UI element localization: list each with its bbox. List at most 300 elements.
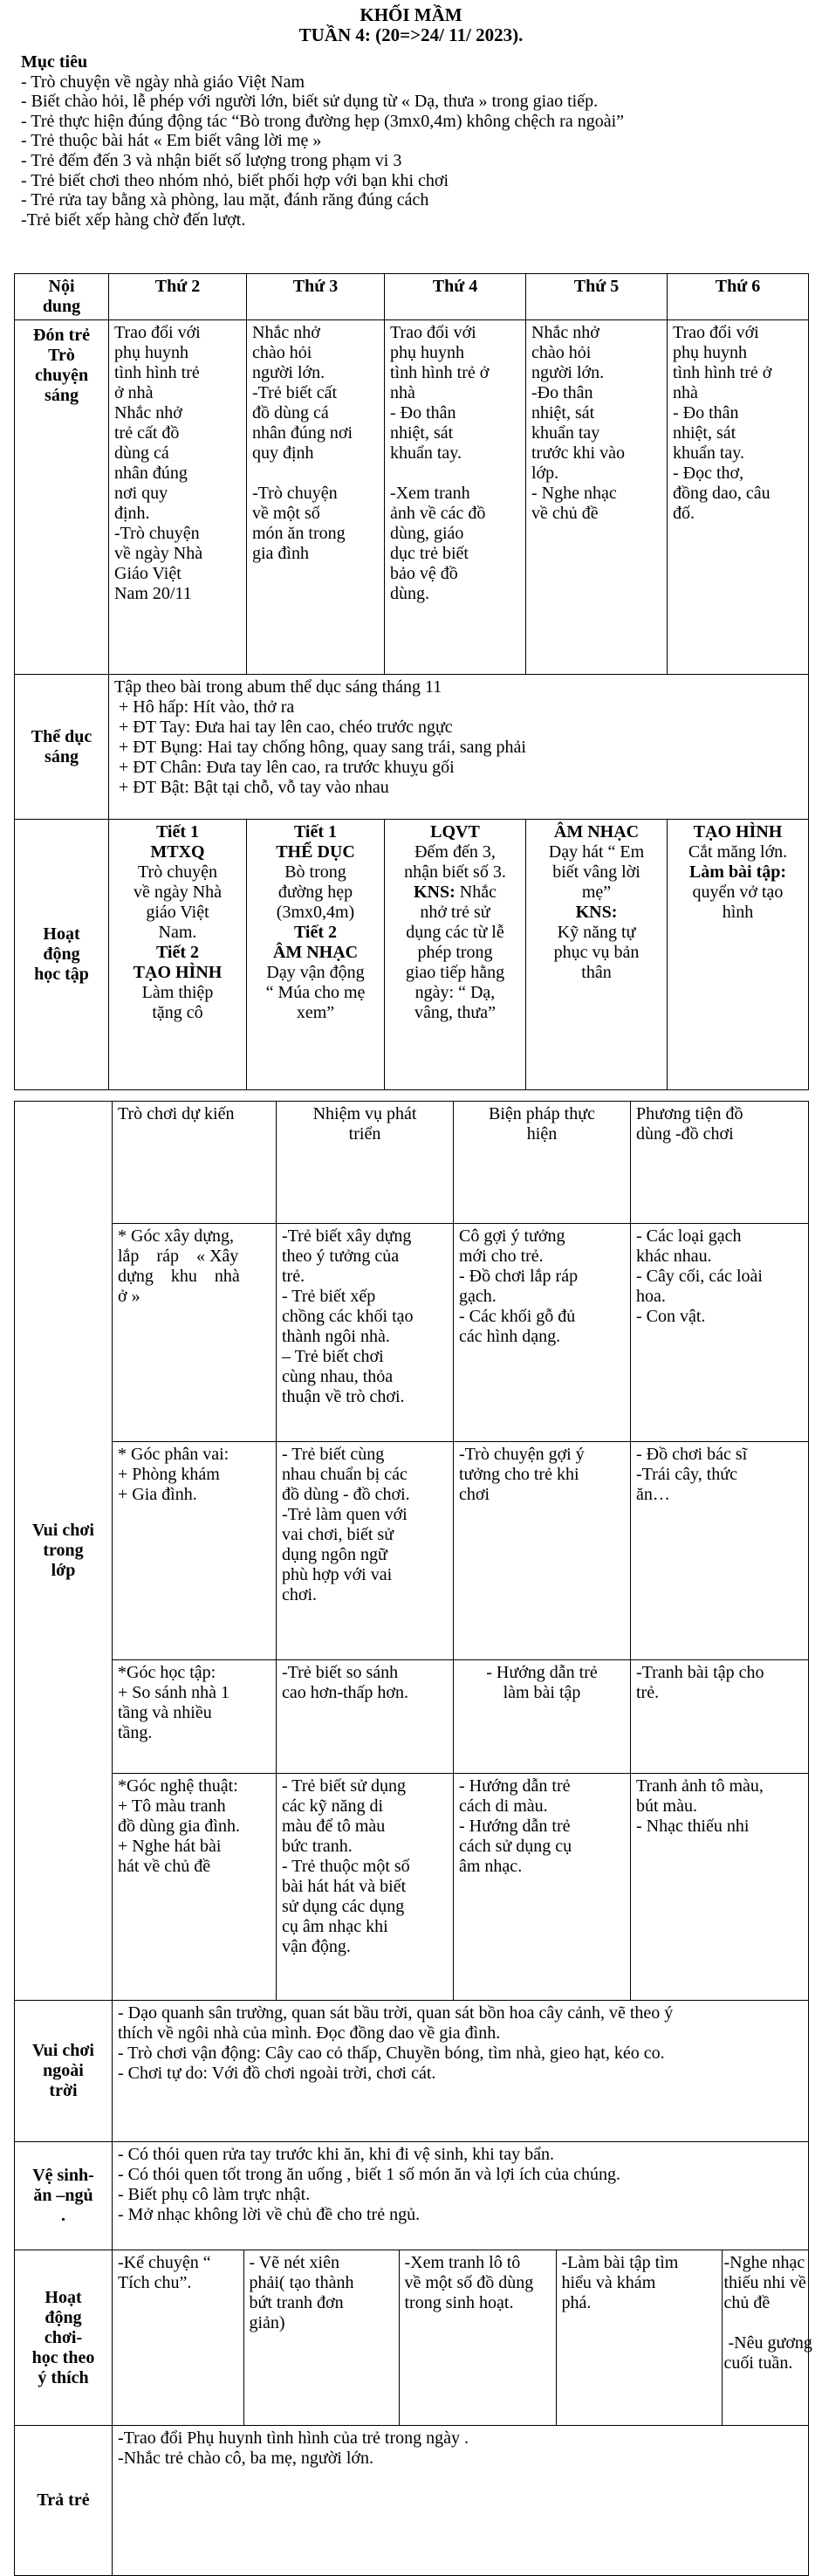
text-line: bảo vệ đồ <box>390 564 458 583</box>
text-line: * Góc phân vai: <box>118 1445 229 1464</box>
text-line: sáng <box>45 746 79 766</box>
indoor-row <box>15 1660 809 1774</box>
morning-exercise-row <box>15 675 809 820</box>
text-line: - Biết phụ cô làm trực nhật. <box>118 2185 311 2204</box>
text-line: Trò chơi dự kiến <box>118 1104 235 1123</box>
hygiene-row <box>15 2142 809 2250</box>
text-line: -Nhắc trẻ chào cô, ba mẹ, người lớn. <box>118 2449 373 2468</box>
text-line: bút màu. <box>636 1796 697 1816</box>
text-line: -Tranh bài tập cho <box>636 1663 764 1682</box>
hygiene-content <box>113 2142 809 2250</box>
content-header: Nội dung <box>15 274 109 320</box>
text-line: các hình dạng. <box>459 1327 561 1346</box>
return-label <box>15 2426 113 2576</box>
text-line: sáng <box>45 386 79 405</box>
indoor-method <box>454 1660 631 1774</box>
text-line: - Trẻ biết sử dụng <box>282 1776 406 1796</box>
hobby-row <box>15 2250 809 2426</box>
hobby-tuesday <box>243 2250 399 2425</box>
text-line: ngoài <box>43 2061 84 2080</box>
text-line: Thể dục <box>31 726 92 746</box>
text-line: - Đọc thơ, <box>673 464 744 483</box>
text-line: giáo Việt <box>146 903 209 922</box>
text-line: -Trò chuyện <box>114 524 200 543</box>
text-line: xem” <box>296 1003 335 1022</box>
day-friday: Thứ 6 <box>668 274 809 320</box>
text-line: Phương tiện đồ <box>636 1104 743 1123</box>
text-line: + ĐT Tay: Đưa hai tay lên cao, chéo trước ngực <box>114 718 453 737</box>
text-line: học theo <box>31 2347 95 2367</box>
text-line: TẠO HÌNH <box>133 963 223 982</box>
morning-exercise-content <box>109 675 809 820</box>
text-line: MTXQ <box>150 842 205 862</box>
text-line: - Hướng dẫn trẻ <box>486 1663 598 1682</box>
text-line: định. <box>114 504 150 523</box>
indoor-tools <box>631 1224 809 1442</box>
text-line: -Làm bài tập tìm <box>561 2253 679 2272</box>
hobby-thursday <box>556 2250 722 2425</box>
text-line: Dạy vận động <box>266 963 365 982</box>
text-line: hình <box>722 903 754 922</box>
text-line: theo ý tưởng của <box>282 1247 400 1266</box>
text-line: tặng cô <box>152 1003 203 1022</box>
text-line: + Nghe hát bài <box>118 1837 222 1856</box>
text-line: Vui chơi <box>32 2041 94 2060</box>
text-line: - Đồ chơi lắp ráp <box>459 1267 579 1286</box>
text-line: phụ huynh <box>114 343 188 362</box>
text-line: chào hỏi <box>252 343 312 362</box>
text-line: chồng các khối tạo <box>282 1307 414 1326</box>
text-line: Trả trẻ <box>37 2490 90 2510</box>
objective-item: - Trẻ thuộc bài hát « Em biết vâng lời mẹ » <box>21 131 322 151</box>
text-line: KNS: <box>575 903 618 922</box>
outdoor-play-content <box>113 2001 809 2142</box>
text-line: Vệ sinh- <box>32 2166 94 2185</box>
text-line: gia đình <box>252 544 309 563</box>
outdoor-row <box>15 2001 809 2142</box>
text-line: - Đồ chơi bác sĩ <box>636 1445 748 1464</box>
welcome-tuesday <box>247 320 385 675</box>
text-line: KNS: Nhắc <box>414 883 497 902</box>
text-line: về ngày Nhà <box>133 883 223 902</box>
indoor-game <box>113 1774 277 2001</box>
text-line: đường hẹp <box>277 883 353 902</box>
text-line: - Hướng dẫn trẻ <box>459 1776 571 1796</box>
objective-item: - Trẻ đếm đến 3 và nhận biết số lượng trong phạm vi 3 <box>21 150 402 170</box>
indoor-method <box>454 1774 631 2001</box>
text-line: -Nghe nhạc <box>723 2253 805 2272</box>
text-line: trước khi vào <box>531 443 625 463</box>
indoor-header-game <box>113 1102 277 1224</box>
text-line: dùng, giáo <box>390 524 464 543</box>
text-line: trẻ cất đồ <box>114 423 180 443</box>
outdoor-play-label <box>15 2001 113 2142</box>
text-line: -Trẻ biết cất <box>252 383 338 402</box>
text-line: -Xem tranh lô tô <box>404 2253 521 2272</box>
return-content <box>113 2426 809 2576</box>
welcome-monday <box>109 320 247 675</box>
indoor-header-task <box>277 1102 454 1224</box>
text-line: học tập <box>34 965 89 984</box>
text-line: cách di màu. <box>459 1796 548 1816</box>
text-line: *Góc học tập: <box>118 1663 216 1682</box>
text-line: Trao đổi với <box>390 323 476 342</box>
text-line: dùng cá <box>114 443 169 463</box>
indoor-task <box>277 1774 454 2001</box>
text-line: tình hình trẻ ở <box>673 363 772 382</box>
text-line: tưởng cho trẻ khi <box>459 1465 579 1484</box>
hobby-friday <box>722 2250 812 2425</box>
text-line: ở » <box>118 1287 140 1306</box>
text-line: -Trò chuyện <box>252 484 338 503</box>
text-line: Kỹ năng tự <box>557 923 636 942</box>
objective-item: - Trẻ rửa tay bằng xà phòng, lau mặt, đánh răng đúng cách <box>21 190 429 210</box>
text-line: quyển vở tạo <box>692 883 784 902</box>
learning-monday <box>109 820 247 1090</box>
text-line: hát về chủ đề <box>118 1857 211 1876</box>
text-line: triển <box>348 1124 381 1144</box>
indoor-task <box>277 1442 454 1660</box>
learning-label <box>15 820 109 1090</box>
text-line: - Vẽ nét xiên <box>249 2253 339 2272</box>
text-line: (3mx0,4m) <box>276 903 355 922</box>
text-line: trời <box>49 2081 78 2100</box>
welcome-wednesday <box>385 320 526 675</box>
objective-item: - Trẻ thực hiện đúng động tác “Bò trong đường hẹp (3mx0,4m) không chệch ra ngoài” <box>21 111 625 131</box>
indoor-tools <box>631 1774 809 2001</box>
welcome-friday <box>668 320 809 675</box>
text-line: ảnh về các đồ <box>390 504 486 523</box>
text-line: nhà <box>673 383 698 402</box>
text-line: khác nhau. <box>636 1247 712 1266</box>
text-line: động <box>45 2307 82 2327</box>
text-line: mẹ” <box>581 883 612 902</box>
hobby-label <box>15 2250 113 2426</box>
text-line: Hoạt <box>43 924 80 944</box>
hobby-subtable <box>113 2250 812 2425</box>
indoor-task <box>277 1660 454 1774</box>
text-line: thân <box>581 963 612 982</box>
text-line: - Nghe nhạc <box>531 484 617 503</box>
text-line: - Trẻ biết xếp <box>282 1287 376 1306</box>
day-tuesday: Thứ 3 <box>247 274 385 320</box>
text-line: cách sử dụng cụ <box>459 1837 572 1856</box>
text-line: * Góc xây dựng, <box>118 1226 235 1246</box>
morning-exercise-label <box>15 675 109 820</box>
indoor-play-label <box>15 1102 113 2001</box>
objectives-title: Mục tiêu <box>21 52 88 72</box>
text-line: hoa. <box>636 1287 666 1306</box>
text-line: - Chơi tự do: Với đồ chơi ngoài trời, chơi cát. <box>118 2064 436 2083</box>
text-line: – Trẻ biết chơi <box>282 1347 384 1366</box>
indoor-task <box>277 1224 454 1442</box>
indoor-game <box>113 1224 277 1442</box>
text-line: ý thích <box>38 2367 89 2387</box>
welcome-label <box>15 320 109 675</box>
indoor-row <box>15 1224 809 1442</box>
text-line: + ĐT Bật: Bật tại chỗ, vỗ tay vào nhau <box>114 778 389 797</box>
hobby-wednesday <box>399 2250 556 2425</box>
text-line: nhiệt, sát <box>673 423 736 443</box>
text-line: - Mở nhạc không lời về chủ đề cho trẻ ngủ. <box>118 2205 421 2224</box>
text-line: thành ngôi nhà. <box>282 1327 390 1346</box>
text-line: *Góc nghệ thuật: <box>118 1776 238 1796</box>
text-line: Làm bài tập: <box>688 862 787 882</box>
text-line: đố. <box>673 504 695 523</box>
indoor-row <box>15 1774 809 2001</box>
text-line: Nhiệm vụ phát <box>312 1104 417 1123</box>
text-line: động <box>43 945 80 964</box>
text-line: Tích chu”. <box>118 2273 192 2292</box>
text-line: Hoạt <box>45 2287 82 2307</box>
text-line: - Đo thân <box>673 403 739 422</box>
text-line: Bò trong <box>284 862 346 882</box>
text-line: Trao đổi với <box>114 323 201 342</box>
text-line: người lớn. <box>531 363 605 382</box>
text-line: + ĐT Bụng: Hai tay chống hông, quay sang trái, sang phải <box>114 738 526 757</box>
text-line: Nhắc nhở <box>531 323 599 342</box>
text-line: Trao đổi với <box>673 323 759 342</box>
text-line: Biện pháp thực <box>489 1104 595 1123</box>
text-line: lắp ráp « Xây <box>118 1247 239 1266</box>
text-line: thiếu nhi về <box>723 2273 806 2292</box>
activities-table <box>14 1101 812 2576</box>
return-row <box>15 2426 809 2576</box>
hobby-content <box>113 2250 812 2426</box>
text-line: nhở trẻ sử <box>420 903 490 922</box>
text-line: cụ âm nhạc khi <box>282 1917 388 1936</box>
indoor-header-method <box>454 1102 631 1224</box>
text-line: đồ dùng gia đình. <box>118 1817 240 1836</box>
text-line: -Trao đổi Phụ huynh tình hình của trẻ trong ngày . <box>118 2428 469 2448</box>
text-line: - Các loại gạch <box>636 1226 742 1246</box>
text-line: đồ dùng cá <box>252 403 329 422</box>
text-line: đồ dùng - đồ chơi. <box>282 1485 410 1504</box>
text-line: phép trong <box>417 943 493 962</box>
text-line: chơi. <box>282 1585 318 1604</box>
indoor-tools <box>631 1660 809 1774</box>
text-line: - Con vật. <box>636 1307 706 1326</box>
text-line: biết vâng lời <box>552 862 640 882</box>
welcome-row <box>15 320 809 675</box>
learning-friday <box>668 820 809 1090</box>
text-line: màu để tô màu <box>282 1817 386 1836</box>
text-line: trẻ. <box>636 1683 660 1702</box>
text-line: + Hô hấp: Hít vào, thở ra <box>114 697 295 717</box>
text-line: THỂ DỤC <box>276 842 355 862</box>
text-line: - Các khối gỗ đủ <box>459 1307 576 1326</box>
text-line: bức tranh. <box>282 1837 353 1856</box>
indoor-game <box>113 1442 277 1660</box>
text-line: người lớn. <box>252 363 325 382</box>
text-line: chơi <box>459 1485 490 1504</box>
text-line: -Trò chuyện gợi ý <box>459 1445 585 1464</box>
text-line: nhận biết số 3. <box>404 862 506 882</box>
text-line: - Dạo quanh sân trường, quan sát bầu trời, quan sát bồn hoa cây cảnh, vẽ theo ý <box>118 2003 674 2023</box>
text-line <box>252 464 379 484</box>
objective-item: - Trẻ biết chơi theo nhóm nhỏ, biết phối hợp với bạn khi chơi <box>21 170 449 190</box>
text-line: cuối tuần. <box>723 2353 793 2373</box>
text-line: nhau chuẩn bị các <box>282 1465 408 1484</box>
text-line: - Trẻ biết cùng <box>282 1445 385 1464</box>
text-line: thích về ngôi nhà của mình. Đọc đồng dao về gia đình. <box>118 2023 501 2043</box>
text-line: TẠO HÌNH <box>693 822 783 841</box>
text-line: ăn… <box>636 1485 670 1504</box>
text-line: gạch. <box>459 1287 497 1306</box>
text-line: - Trẻ thuộc một số <box>282 1857 410 1876</box>
text-line: phải( tạo thành <box>249 2273 354 2292</box>
learning-tuesday <box>247 820 385 1090</box>
text-line: tình hình trẻ <box>114 363 200 382</box>
text-line: về một số <box>252 504 320 523</box>
learning-wednesday <box>385 820 526 1090</box>
text-line: Tập theo bài trong abum thể dục sáng tháng 11 <box>114 677 442 697</box>
text-line <box>390 464 520 484</box>
day-thursday: Thứ 5 <box>526 274 668 320</box>
objective-item: -Trẻ biết xếp hàng chờ đến lượt. <box>21 210 246 230</box>
text-line: - Hướng dẫn trẻ <box>459 1817 571 1836</box>
text-line: về ngày Nhà <box>114 544 203 563</box>
text-line: dùng -đồ chơi <box>636 1124 734 1144</box>
text-line: Vui chơi <box>32 1521 94 1540</box>
text-line: Trò chuyện <box>138 862 217 882</box>
text-line: các kỹ năng di <box>282 1796 384 1816</box>
objectives-section <box>21 52 822 230</box>
text-line: nhiệt, sát <box>390 423 454 443</box>
text-line: Tiết 1 <box>155 822 200 841</box>
hobby-monday <box>113 2250 243 2425</box>
text-line: vận động. <box>282 1937 351 1956</box>
text-line: ÂM NHẠC <box>272 943 359 962</box>
text-line: thuận về trò chơi. <box>282 1387 405 1406</box>
text-line: chào hỏi <box>531 343 592 362</box>
text-line: Cắt măng lớn. <box>688 842 788 862</box>
text-line: dùng. <box>390 584 429 603</box>
text-line: -Nêu gương <box>723 2333 812 2353</box>
text-line: phụ huynh <box>673 343 747 362</box>
text-line: + So sánh nhà 1 <box>118 1683 229 1702</box>
text-line: nhân đúng nơi <box>252 423 353 443</box>
text-line: làm bài tập <box>503 1683 581 1702</box>
text-line: - Có thói quen rửa tay trước khi ăn, khi đi vệ sinh, khi tay bẩn. <box>118 2145 554 2164</box>
hygiene-label <box>15 2142 113 2250</box>
text-line: cao hơn-thấp hơn. <box>282 1683 408 1702</box>
text-line: âm nhạc. <box>459 1857 523 1876</box>
text-line: trong sinh hoạt. <box>404 2293 514 2312</box>
text-line: chủ đề <box>723 2293 771 2312</box>
text-line: ÂM NHẠC <box>553 822 640 841</box>
text-line: phù hợp với vai <box>282 1565 393 1584</box>
text-line: tầng. <box>118 1723 153 1742</box>
text-line: nhà <box>390 383 415 402</box>
text-line: + Gia đình. <box>118 1485 197 1504</box>
text-line: hiểu và khám <box>561 2273 656 2292</box>
indoor-header-row <box>15 1102 809 1224</box>
text-line: ở nhà <box>114 383 154 402</box>
text-line: nhiệt, sát <box>531 403 595 422</box>
welcome-thursday <box>526 320 668 675</box>
text-line: chơi- <box>44 2327 83 2347</box>
text-line: về chủ đề <box>531 504 599 523</box>
document-header <box>0 0 822 45</box>
text-line: Tiết 1 <box>293 822 338 841</box>
text-line: khuẩn tay. <box>673 443 745 463</box>
text-line: -Trẻ biết xây dựng <box>282 1226 412 1246</box>
text-line: Trò <box>48 346 75 365</box>
text-line: dựng khu nhà <box>118 1267 240 1286</box>
text-line: dụng ngôn ngữ <box>282 1545 387 1564</box>
objective-item: - Trò chuyện về ngày nhà giáo Việt Nam <box>21 72 305 92</box>
text-line: + Tô màu tranh <box>118 1796 226 1816</box>
text-line: dụng các từ lễ <box>406 923 504 942</box>
text-line: lớp <box>51 1561 76 1580</box>
text-line: + Phòng khám <box>118 1465 220 1484</box>
text-line: chuyện <box>34 366 89 385</box>
text-line: Nam 20/11 <box>114 584 192 603</box>
indoor-tools <box>631 1442 809 1660</box>
text-line: trẻ. <box>282 1267 305 1286</box>
day-wednesday: Thứ 4 <box>385 274 526 320</box>
text-line: -Trẻ biết so sánh <box>282 1663 399 1682</box>
text-line: nơi quy <box>114 484 168 503</box>
header-row <box>15 274 809 320</box>
text-line: Giáo Việt <box>114 564 182 583</box>
text-line <box>724 2313 808 2333</box>
text-line: LQVT <box>430 822 480 841</box>
text-line: ăn –ngủ <box>33 2186 93 2205</box>
text-line: đồng dao, câu <box>673 484 771 503</box>
text-line: lớp. <box>531 464 559 483</box>
text-line: + ĐT Chân: Đưa tay lên cao, ra trước khuỵu gối <box>114 758 455 777</box>
indoor-header-tools <box>631 1102 809 1224</box>
text-line: nhân đúng <box>114 464 188 483</box>
text-line: - Cây cối, các loài <box>636 1267 763 1286</box>
indoor-method <box>454 1224 631 1442</box>
text-line: Cô gợi ý tưởng <box>459 1226 565 1246</box>
text-line: khuẩn tay. <box>390 443 462 463</box>
text-line: bài hát hát và biết <box>282 1877 407 1896</box>
indoor-game <box>113 1660 277 1774</box>
grade-title: KHỐI MẦM <box>360 4 462 25</box>
text-line: bứt tranh đơn <box>249 2293 344 2312</box>
text-line: phá. <box>561 2293 592 2312</box>
learning-row <box>15 820 809 1090</box>
text-line: về một số đồ dùng <box>404 2273 534 2292</box>
indoor-method <box>454 1442 631 1660</box>
text-line: trong <box>43 1541 84 1560</box>
text-line: vâng, thưa” <box>414 1003 497 1022</box>
text-line: giản) <box>249 2313 285 2332</box>
indoor-row <box>15 1442 809 1660</box>
text-line: món ăn trong <box>252 524 346 543</box>
text-line: ngày: “ Dạ, <box>414 983 496 1002</box>
text-line: Đếm đến 3, <box>414 842 496 862</box>
text-line: . <box>61 2206 65 2225</box>
text-line: Tranh ảnh tô màu, <box>636 1776 764 1796</box>
text-line: -Xem tranh <box>390 484 470 503</box>
learning-thursday <box>526 820 668 1090</box>
text-line: phụ huynh <box>390 343 464 362</box>
text-line: giao tiếp hằng <box>405 963 505 982</box>
text-line: vai chơi, biết sử <box>282 1525 394 1544</box>
day-monday: Thứ 2 <box>109 274 247 320</box>
text-line: khuẩn tay <box>531 423 600 443</box>
text-line: -Kể chuyện “ <box>118 2253 211 2272</box>
text-line: Nam. <box>158 923 197 942</box>
text-line: Đón trẻ <box>33 326 90 345</box>
text-line: sử dụng các dụng <box>282 1897 405 1916</box>
text-line: “ Múa cho mẹ <box>265 983 366 1002</box>
